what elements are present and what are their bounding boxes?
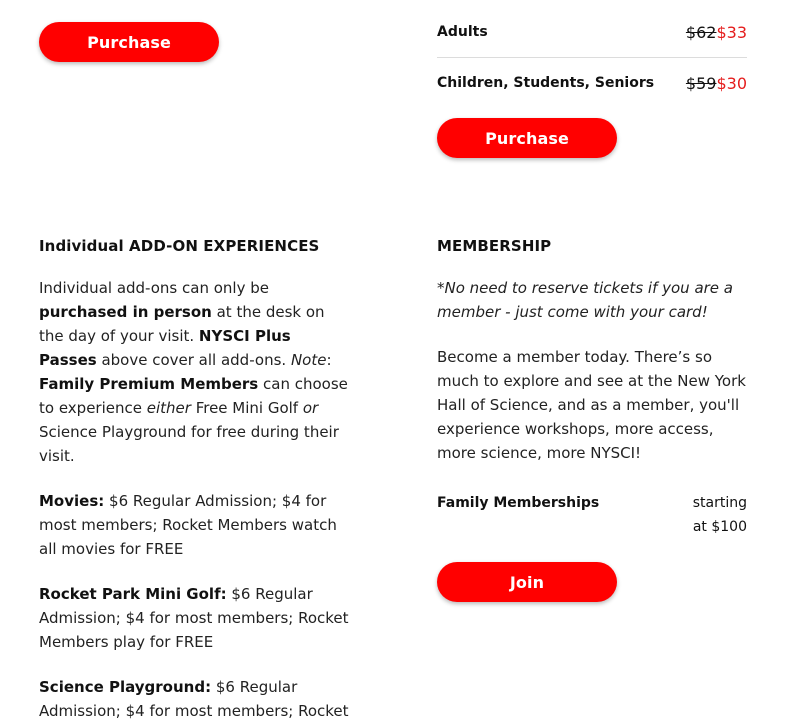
addon-name: Rocket Park Mini Golf: — [39, 585, 227, 603]
intro-strong-plus-passes: NYSCI Plus Passes — [39, 327, 291, 369]
intro-em-note: Note — [290, 351, 327, 369]
addon-item-movies — [39, 489, 351, 561]
price-label: Children, Students, Seniors — [437, 75, 655, 91]
price-label: Adults — [437, 24, 488, 40]
price-row-adults — [437, 20, 747, 44]
addons-intro — [39, 276, 351, 468]
intro-em-or: or — [302, 399, 319, 417]
price-values — [686, 23, 747, 42]
price-divider — [437, 57, 747, 58]
addons-heading: Individual ADD-ON EXPERIENCES — [39, 237, 320, 255]
intro-text: can choose to experience — [39, 375, 348, 417]
addons-content — [39, 276, 351, 723]
membership-description: Become a member today. There’s so much to explore and see at the New York Hall of Science, and as a member, you'll experience workshops, more access, more science, more NYSCI! — [437, 348, 746, 462]
membership-note: *No need to reserve tickets if you are a member - just come with your card! — [437, 279, 733, 321]
membership-heading: MEMBERSHIP — [437, 237, 552, 255]
family-memberships-label: Family Memberships — [437, 495, 600, 511]
addon-item-mini-golf — [39, 582, 351, 654]
old-price: $59 — [685, 73, 717, 93]
intro-text: at the desk on the day of your visit. — [39, 303, 325, 345]
family-memberships-row — [437, 491, 747, 539]
price-row-children-students-seniors — [437, 71, 747, 95]
addon-desc: $6 Regular Admission; $4 for most members; Rocket — [39, 678, 349, 720]
intro-strong-family-premium: Family Premium Members — [39, 375, 259, 393]
purchase-button-tickets[interactable]: Purchase — [437, 118, 617, 158]
addon-name: Movies: — [39, 492, 105, 510]
addon-desc: $6 Regular Admission; $4 for most members; Rocket Members play for FREE — [39, 585, 349, 651]
addon-name: Science Playground: — [39, 678, 212, 696]
intro-text: Individual add-ons can only be — [39, 279, 269, 297]
price-values — [686, 74, 747, 93]
intro-text: above cover all add-ons. — [96, 351, 291, 369]
intro-em-either: either — [146, 399, 191, 417]
addon-desc: $6 Regular Admission; $4 for most members; Rocket Members watch all movies for FREE — [39, 492, 337, 558]
intro-text: : — [326, 351, 332, 369]
sale-price: $30 — [716, 73, 747, 93]
family-memberships-price: starting at $100 — [692, 495, 747, 535]
intro-strong-purchased: purchased in person — [39, 303, 212, 321]
addon-item-science-playground — [39, 675, 351, 723]
intro-text: Free Mini Golf — [190, 399, 303, 417]
join-button[interactable]: Join — [437, 562, 617, 602]
intro-text: Science Playground for free during their visit. — [39, 423, 339, 465]
purchase-button-general[interactable]: Purchase — [39, 22, 219, 62]
sale-price: $33 — [716, 22, 747, 42]
old-price: $62 — [685, 22, 717, 42]
